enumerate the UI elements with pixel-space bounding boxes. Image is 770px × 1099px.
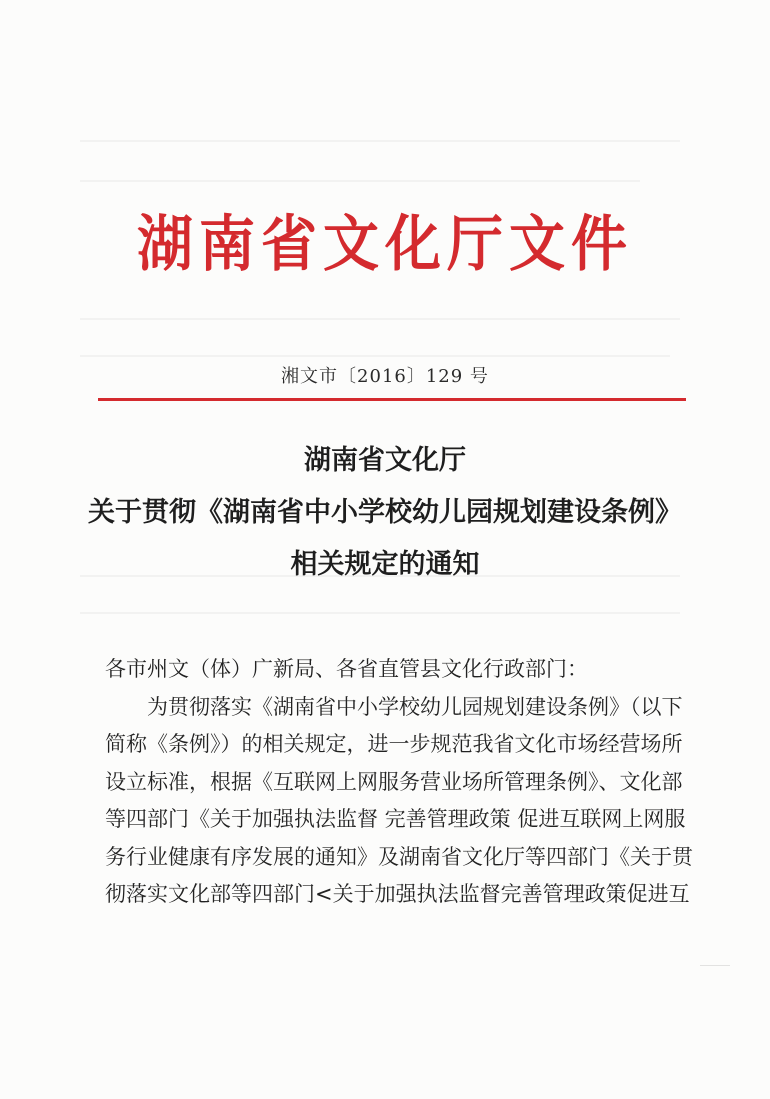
red-divider-line — [98, 398, 686, 401]
notice-title — [60, 435, 710, 591]
notice-title-line: 关于贯彻《湖南省中小学校幼儿园规划建设条例》 — [88, 497, 682, 528]
bleed-through-mark — [80, 612, 680, 614]
paragraph-line: 简称《条例》）的相关规定，进一步规范我省文化市场经营场所 — [105, 732, 683, 756]
scan-edge-mark — [700, 965, 730, 966]
paragraph-line: 为贯彻落实《湖南省中小学校幼儿园规划建设条例》（以下 — [147, 694, 683, 719]
paragraph-line: 设立标准，根据《互联网上网服务营业场所管理条例》、文化部 — [105, 769, 683, 794]
bleed-through-mark — [80, 140, 680, 142]
salutation: 各市州文（体）广新局、各省直管县文化行政部门： — [105, 657, 588, 681]
document-number: 湘文市〔2016〕129 号 — [281, 366, 489, 387]
paragraph-line: 等四部门《关于加强执法监督 完善管理政策 促进互联网上网服 — [105, 807, 686, 831]
bleed-through-mark — [80, 180, 640, 182]
paragraph-line: 彻落实文化部等四部门<关于加强执法监督完善管理政策促进互 — [105, 882, 690, 906]
document-header-title: 湖南省文化厅文件 — [137, 209, 633, 280]
notice-title-line: 相关规定的通知 — [290, 549, 480, 580]
notice-title-line: 湖南省文化厅 — [304, 445, 466, 476]
bleed-through-mark — [80, 318, 680, 320]
bleed-through-mark — [80, 355, 670, 357]
paragraph-line: 务行业健康有序发展的通知》及湖南省文化厅等四部门《关于贯 — [105, 844, 693, 869]
notice-body — [105, 651, 693, 914]
